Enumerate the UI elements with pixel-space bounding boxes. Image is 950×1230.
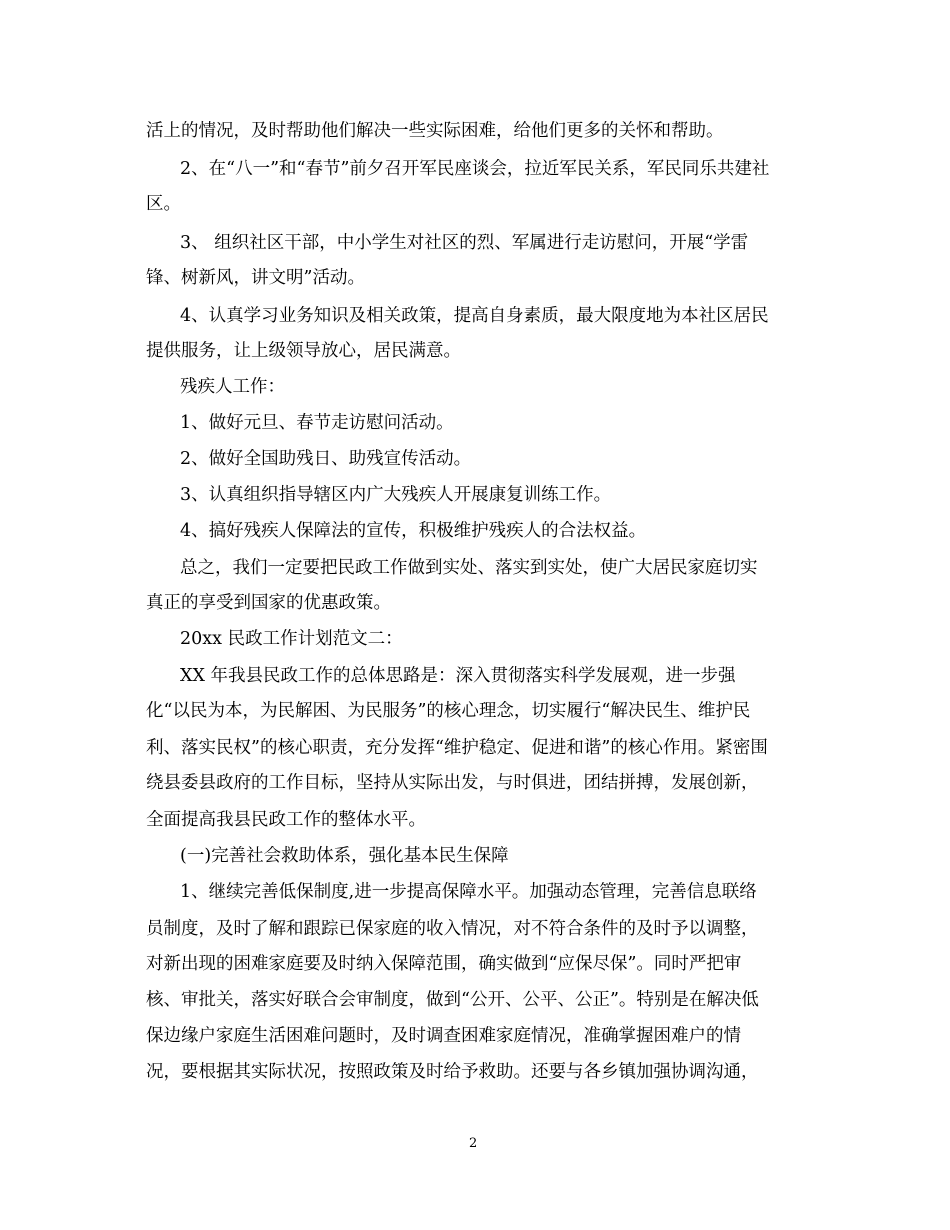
text-line: 况，要根据其实际状况，按照政策及时给予救助。还要与各乡镇加强协调沟通， (146, 1062, 759, 1082)
text-line: 对新出现的困难家庭要及时纳入保障范围，确实做到“应保尽保”。同时严把审 (146, 954, 742, 974)
text-line: 区。 (146, 194, 181, 214)
text-line: 3、 组织社区干部，中小学生对社区的烈、军属进行走访慰问，开展“学雷 (180, 233, 749, 253)
text-line: 全面提高我县民政工作的整体水平。 (146, 810, 426, 830)
list-item: 4、搞好残疾人保障法的宣传，积极维护残疾人的合法权益。 (180, 521, 647, 541)
text-line: 锋、树新风，讲文明”活动。 (146, 268, 365, 288)
section-heading: (一)完善社会救助体系，强化基本民生保障 (180, 846, 509, 866)
text-line: 保边缘户家庭生活困难问题时，及时调查困难家庭情况，准确掌握困难户的情 (146, 1026, 741, 1046)
page-number: 2 (469, 1136, 478, 1151)
list-item: 3、认真组织指导辖区内广大残疾人开展康复训练工作。 (180, 485, 612, 505)
text-line: 4、认真学习业务知识及相关政策，提高自身素质，最大限度地为本社区居民 (180, 306, 769, 326)
text-line: 绕县委县政府的工作目标，坚持从实际出发，与时俱进，团结拼搏，发展创新， (146, 773, 759, 793)
text-line: 活上的情况，及时帮助他们解决一些实际困难，给他们更多的关怀和帮助。 (146, 121, 724, 141)
text-line: 核、审批关，落实好联合会审制度，做到“公开、公平、公正”。特别是在解决低 (146, 990, 759, 1010)
section-heading: 20xx 民政工作计划范文二： (180, 629, 403, 649)
text-line: 总之，我们一定要把民政工作做到实处、落实到实处，使广大居民家庭切实 (180, 558, 758, 578)
text-line: 利、落实民权”的核心职责，充分发挥“维护稳定、促进和谐”的核心作用。紧密围 (146, 738, 768, 758)
list-item: 1、做好元旦、春节走访慰问活动。 (180, 413, 454, 433)
text-line: 化“以民为本，为民解困、为民服务”的核心理念，切实履行“解决民生、维护民 (146, 701, 751, 721)
text-line: XX 年我县民政工作的总体思路是：深入贯彻落实科学发展观，进一步强 (180, 666, 736, 686)
list-item: 2、做好全国助残日、助残宣传活动。 (180, 449, 472, 469)
text-line: 提供服务，让上级领导放心，居民满意。 (146, 341, 461, 361)
section-heading: 残疾人工作： (180, 377, 285, 397)
text-line: 真正的享受到国家的优惠政策。 (146, 593, 391, 613)
text-line: 员制度，及时了解和跟踪已保家庭的收入情况，对不符合条件的及时予以调整， (146, 919, 759, 939)
text-line: 2、在“八一”和“春节”前夕召开军民座谈会，拉近军民关系，军民同乐共建社 (180, 159, 770, 179)
text-line: 1、继续完善低保制度,进一步提高保障水平。加强动态管理，完善信息联络 (180, 882, 757, 902)
